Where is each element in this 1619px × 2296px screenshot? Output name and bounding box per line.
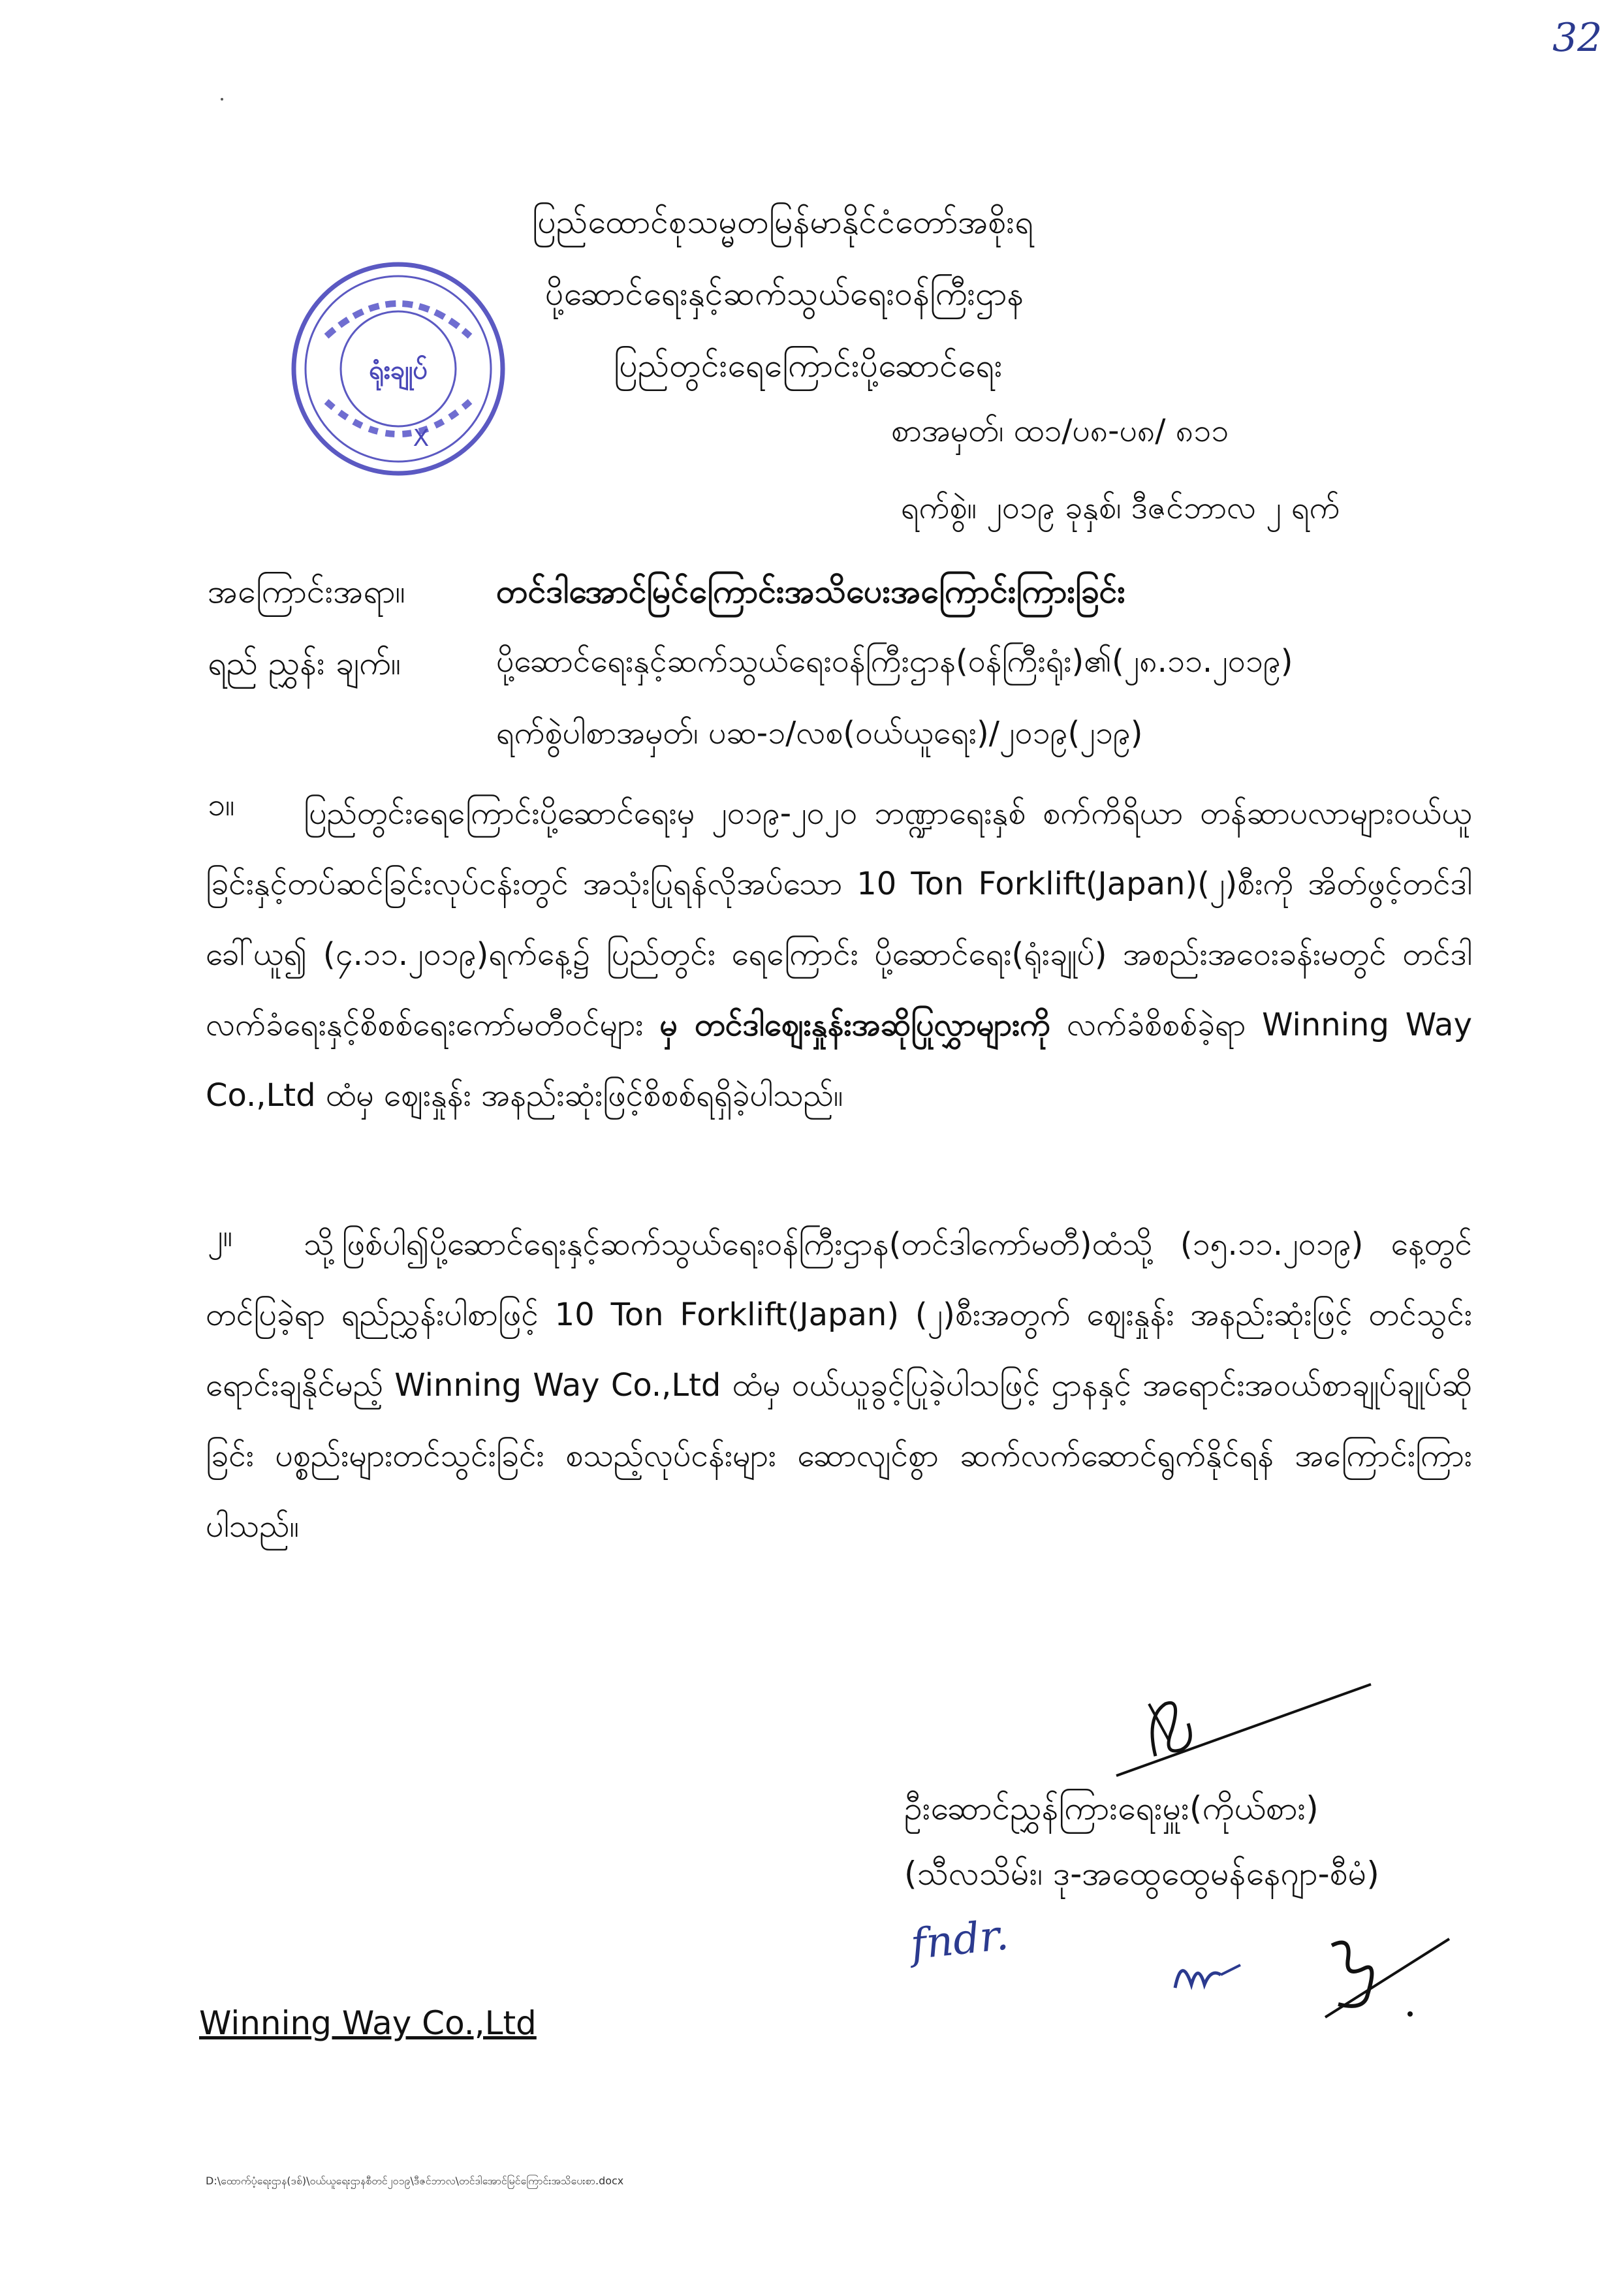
paragraph-1-number: ၁။ <box>208 787 235 823</box>
scan-dot <box>221 98 223 101</box>
signature-scribble <box>1110 1678 1384 1782</box>
reference-line-2: ရက်စွဲပါစာအမှတ်၊ ပဆ-၁/လစ(ဝယ်ယူရေး)/၂၀၁၉(၂၁၉) <box>496 715 1143 751</box>
blue-initial-mark <box>1169 1949 1247 2001</box>
header-department: ပြည်တွင်းရေကြောင်းပို့ဆောင်ရေး <box>614 347 1003 385</box>
subject-label: အကြောင်းအရာ။ <box>208 573 405 610</box>
handwritten-initials: fndr. <box>908 1911 1011 1970</box>
seal-center-text: ရုံးချုပ် <box>368 355 428 385</box>
letter-date: ရက်စွဲ။ ၂၀၁၉ ခုနှစ်၊ ဒီဇင်ဘာလ ၂ ရက် <box>901 490 1340 526</box>
paragraph-2-number: ၂။ <box>208 1218 233 1254</box>
subject-text: တင်ဒါအောင်မြင်ကြောင်းအသိပေးအကြောင်းကြားခြင်း <box>496 573 1126 610</box>
header-ministry: ပို့ဆောင်ရေးနှင့်ဆက်သွယ်ရေးဝန်ကြီးဌာန <box>545 275 1024 313</box>
reference-label: ရည် ညွှန်း ချက်။ <box>208 644 401 682</box>
recipient-name: Winning Way Co.,Ltd <box>199 2004 537 2042</box>
check-mark <box>1319 1932 1462 2024</box>
page-number-mark: 32 <box>1552 15 1603 61</box>
paragraph-1-text: ပြည်တွင်းရေကြောင်းပို့ဆောင်ရေးမှ ၂၀၁၉-၂၀၂၀ ဘဏ္ဍာရေးနှစ် စက်ကိရိယာ တန်ဆာပလာများဝယ်ယူခြင်းနှင့်တပ်ဆင်ခြင်းလုပ်ငန်းတွင် အသုံးပြုရန်လိုအပ်သော 10 Ton Forklift(Japan)(၂)စီးကို အိတ်ဖွင့်တင်ဒါခေါ်ယူ၍ (၄.၁၁.၂၀၁၉)ရက်နေ့၌ ပြည်တွင်း ရေကြောင်း ပို့ဆောင်ရေး(ရုံးချုပ်) အစည်းအဝေးခန်းမတွင် တင်ဒါလက်ခံရေးနှင့်စိစစ်ရေးကော်မတီဝင်များ မှ တင်ဒါဈေးနှုန်းအဆိုပြုလွှာများကို လက်ခံစိစစ်ခဲ့ရာ Winning Way Co.,Ltd ထံမှ ဈေးနှုန်း အနည်းဆုံးဖြင့်စိစစ်ရရှိခဲ့ပါသည်။ <box>206 795 1472 1114</box>
letter-number: စာအမှတ်၊ ထ၁/ပ၈-ပ၈/ ၈၁၁ <box>891 413 1229 449</box>
signatory-title: ဦးဆောင်ညွှန်ကြားရေးမှူး(ကိုယ်စား) <box>904 1789 1319 1827</box>
footer-file-path: D:\ထောက်ပံ့ရေးဌာန(ဒစ်)\ဝယ်ယူရေးဌာနစီတင်၂၀၁၉\ဒီဇင်ဘာလ\တင်ဒါအောင်မြင်ကြောင်းအသိပေးစာ.docx <box>206 2175 624 2187</box>
signatory-name: (သီလသိမ်း၊ ဒု-အထွေထွေမန်နေဂျာ-စီမံ) <box>904 1855 1379 1893</box>
reference-line-1: ပို့ဆောင်ရေးနှင့်ဆက်သွယ်ရေးဝန်ကြီးဌာန(ဝန်ကြီးရုံး)၏(၂၈.၁၁.၂၀၁၉) <box>496 643 1293 680</box>
paragraph-2-text: သို့ဖြစ်ပါ၍ပို့ဆောင်ရေးနှင့်ဆက်သွယ်ရေးဝန်ကြီးဌာန(တင်ဒါကော်မတီ)ထံသို့ (၁၅.၁၁.၂၀၁၉) နေ့တွင်တင်ပြခဲ့ရာ ရည်ညွှန်းပါစာဖြင့် 10 Ton Forklift(Japan) (၂)စီးအတွက် ဈေးနှုန်း အနည်းဆုံးဖြင့် တင်သွင်းရောင်းချနိုင်မည့် Winning Way Co.,Ltd ထံမှ ဝယ်ယူခွင့်ပြုခဲ့ပါသဖြင့် ဌာနနှင့် အရောင်းအဝယ်စာချုပ်ချုပ်ဆိုခြင်း ပစ္စည်းများတင်သွင်းခြင်း စသည့်လုပ်ငန်းများ ဆောလျင်စွာ ဆက်လက်ဆောင်ရွက်နိုင်ရန် အကြောင်းကြားပါသည်။ <box>206 1226 1472 1545</box>
paragraph-1-bold-phrase: မှ တင်ဒါဈေးနှုန်းအဆိုပြုလွှာများကို <box>659 1007 1051 1043</box>
header-government: ပြည်ထောင်စုသမ္မတမြန်မာနိုင်ငံတော်အစိုးရ <box>532 203 1033 241</box>
official-seal <box>287 258 509 480</box>
seal-mark: X <box>413 425 430 452</box>
